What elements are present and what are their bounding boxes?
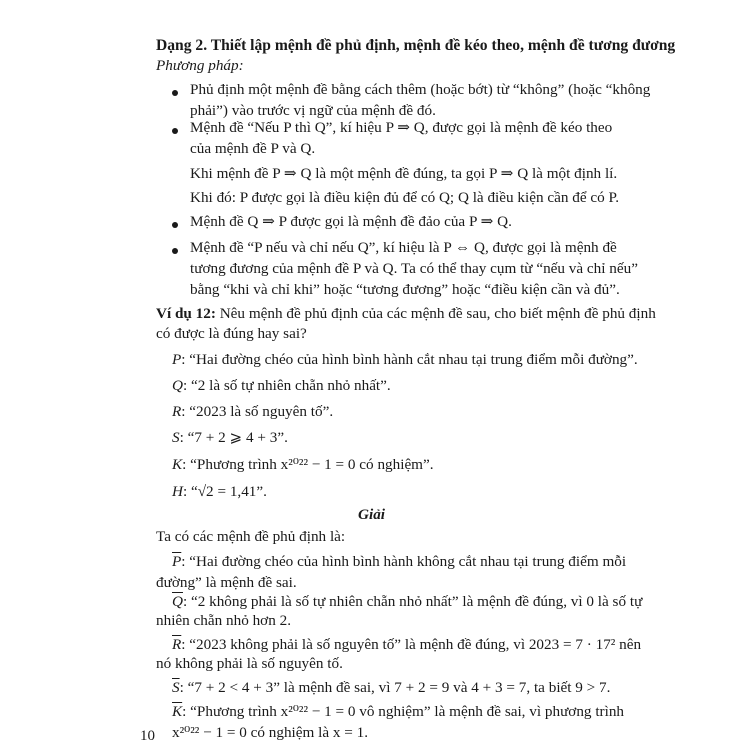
bullet-dot bbox=[172, 90, 178, 96]
solution-text: x²⁰²² − 1 = 0 có nghiệm là x = 1. bbox=[172, 724, 369, 741]
bullet-2-line-3: Khi mệnh đề P ⇒ Q là một mệnh đề đúng, ta gọi P ⇒ Q là một định lí. bbox=[190, 165, 618, 182]
statement-name: Q bbox=[172, 377, 183, 394]
statement-q bbox=[172, 376, 391, 396]
statement-name: K bbox=[172, 456, 183, 473]
example-label: Ví dụ 12: bbox=[156, 305, 216, 322]
solution-text: : “7 + 2 < 4 + 3” là mệnh đề sai, vì 7 + 2 = 9 và 4 + 3 = 7, ta biết 9 > 7. bbox=[179, 679, 611, 696]
solution-text: : “2 không phải là số tự nhiên chẵn nhỏ nhất” là mệnh đề đúng, vì 0 là số tự bbox=[182, 593, 643, 610]
example-line-1 bbox=[156, 304, 656, 324]
statement-text: : “√2 = 1,41”. bbox=[182, 483, 267, 500]
solution-p-line-2: đường” là mệnh đề sai. bbox=[156, 574, 297, 591]
statement-name: S bbox=[172, 429, 180, 446]
example-text: Nêu mệnh đề phủ định của các mệnh đề sau, cho biết mệnh đề phủ định bbox=[219, 305, 656, 322]
negation-name: $\overline{Q}$ bbox=[172, 593, 183, 610]
solution-q-line-2: nhiên chẵn nhỏ hơn 2. bbox=[156, 612, 291, 629]
statement-k bbox=[172, 455, 434, 475]
bullet-1-line-2: phải”) vào trước vị ngữ của mệnh đề đó. bbox=[190, 102, 436, 119]
bullet-1-line-1: Phủ định một mệnh đề bằng cách thêm (hoặc bớt) từ “không” (hoặc “không bbox=[190, 81, 651, 98]
statement-text: : “7 + 2 ⩾ 4 + 3”. bbox=[179, 429, 288, 446]
solution-text: : “2023 không phải là số nguyên tố” là mệnh đề đúng, vì 2023 = 7 · 17² nên bbox=[181, 636, 642, 653]
bullet-dot bbox=[172, 248, 178, 254]
bullet-2-line-4: Khi đó: P được gọi là điều kiện đủ để có Q; Q là điều kiện cần để có P. bbox=[190, 189, 620, 206]
solution-q-line-1 bbox=[172, 592, 642, 612]
bullet-2-line-2: của mệnh đề P và Q. bbox=[190, 140, 316, 157]
bullet-2-line-1: Mệnh đề “Nếu P thì Q”, kí hiệu P ⇒ Q, được gọi là mệnh đề kéo theo bbox=[190, 119, 613, 136]
negation-name: $\overline{R}$ bbox=[172, 636, 182, 653]
bullet-3-line-1: Mệnh đề Q ⇒ P được gọi là mệnh đề đảo của P ⇒ Q. bbox=[190, 213, 512, 230]
bullet-4-line-3: bằng “khi và chỉ khi” hoặc “tương đương” hoặc “điều kiện cần và đủ”. bbox=[190, 281, 620, 298]
solution-p-line-1 bbox=[172, 552, 626, 572]
solution-k-line-2 bbox=[172, 723, 368, 743]
example-line-2: có được là đúng hay sai? bbox=[156, 325, 307, 342]
negation-name: $\overline{S}$ bbox=[172, 679, 180, 696]
statement-text: : “2023 là số nguyên tố”. bbox=[181, 403, 334, 420]
negation-name: $\overline{K}$ bbox=[172, 703, 183, 720]
statement-text: : “Hai đường chéo của hình bình hành cắt nhau tại trung điểm mỗi đường”. bbox=[181, 351, 638, 368]
solution-r-line-1 bbox=[172, 635, 641, 655]
solution-r-line-2: nó không phải là số nguyên tố. bbox=[156, 655, 343, 672]
statement-name: H bbox=[172, 483, 183, 500]
bullet-4-line-2: tương đương của mệnh đề P và Q. Ta có thể thay cụm từ “nếu và chỉ nếu” bbox=[190, 260, 638, 277]
solution-heading: Giải bbox=[358, 506, 386, 523]
negation-name: $\overline{P}$ bbox=[172, 553, 182, 570]
statement-r bbox=[172, 402, 333, 422]
statement-h bbox=[172, 482, 267, 502]
statement-name: R bbox=[172, 403, 182, 420]
solution-text: : “Phương trình x²⁰²² − 1 = 0 vô nghiệm” là mệnh đề sai, vì phương trình bbox=[182, 703, 625, 720]
section-title: Dạng 2. Thiết lập mệnh đề phủ định, mệnh đề kéo theo, mệnh đề tương đương bbox=[156, 37, 676, 54]
bullet-dot bbox=[172, 222, 178, 228]
solution-intro: Ta có các mệnh đề phủ định là: bbox=[156, 528, 346, 545]
solution-text: : “Hai đường chéo của hình bình hành không cắt nhau tại trung điểm mỗi bbox=[181, 553, 627, 570]
bullet-dot bbox=[172, 128, 178, 134]
method-label: Phương pháp: bbox=[156, 57, 244, 74]
statement-text: : “Phương trình x²⁰²² − 1 = 0 có nghiệm”. bbox=[182, 456, 434, 473]
bullet-4-line-1: Mệnh đề “P nếu và chỉ nếu Q”, kí hiệu là P ⇔ Q, được gọi là mệnh đề bbox=[190, 239, 617, 256]
solution-k-line-1 bbox=[172, 702, 624, 722]
statement-s bbox=[172, 428, 288, 448]
statement-name: P bbox=[172, 351, 182, 368]
solution-s-line-1 bbox=[172, 678, 610, 698]
statement-p bbox=[172, 350, 638, 370]
page-number: 10 bbox=[140, 728, 155, 744]
statement-text: : “2 là số tự nhiên chẵn nhỏ nhất”. bbox=[182, 377, 391, 394]
